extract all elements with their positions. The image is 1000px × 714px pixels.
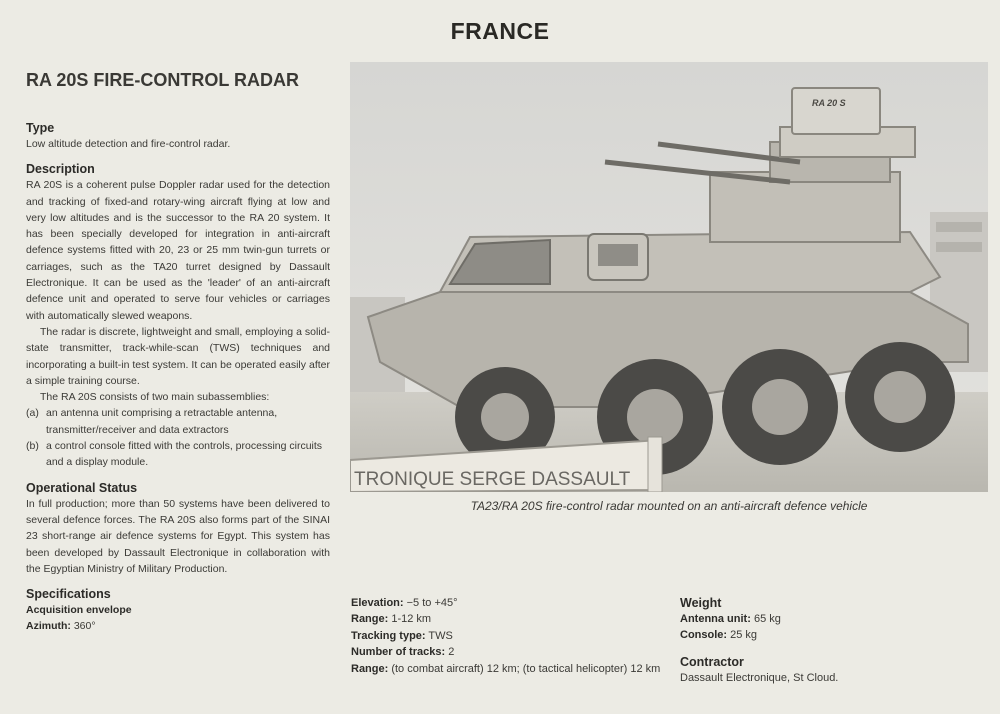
console-value: 25 kg	[727, 629, 758, 642]
middle-spec-column	[351, 595, 663, 677]
range-value: 1-12 km	[388, 613, 432, 626]
article-title: RA 20S FIRE-CONTROL RADAR	[26, 70, 300, 90]
elevation-label: Elevation:	[351, 597, 404, 609]
vehicle-illustration	[350, 62, 988, 492]
azimuth-value: 360°	[70, 620, 96, 633]
acquisition-envelope	[26, 602, 330, 618]
tracking-label: Tracking type:	[351, 629, 426, 642]
specifications-heading: Specifications	[26, 587, 111, 602]
radar-label: RA 20 S	[812, 98, 846, 108]
description-paragraph-2: The radar is discrete, lightweight and small, employing a solid-state transmitter, track-while-scan (TWS) techniques and incorporating a built-in test system. It can be operated easily after a simple training course.	[26, 325, 330, 387]
item-b-mark: (b)	[26, 440, 39, 453]
antenna-weight-spec	[680, 611, 970, 627]
range2-label: Range:	[351, 662, 389, 675]
description-heading: Description	[26, 162, 95, 177]
range-combat-spec	[351, 661, 663, 677]
tracking-spec	[351, 628, 663, 644]
type-heading: Type	[26, 121, 55, 135]
vehicle-photo	[350, 62, 988, 492]
page-country-heading: FRANCE	[450, 18, 550, 44]
range-spec	[351, 611, 663, 627]
contractor-text: Dassault Electronique, St Cloud.	[680, 671, 839, 684]
console-weight-spec	[680, 627, 970, 643]
contractor-heading: Contractor	[680, 654, 744, 669]
photo-caption: TA23/RA 20S fire-control radar mounted on an anti-aircraft defence vehicle	[470, 499, 868, 513]
azimuth-spec	[26, 618, 330, 634]
elevation-value: −5 to +45°	[403, 597, 458, 609]
range2-value: (to combat aircraft) 12 km; (to tactical helicopter) 12 km	[388, 662, 661, 675]
subassembly-item-a	[26, 405, 330, 438]
antenna-value: 65 kg	[750, 613, 781, 625]
description-paragraph-1: RA 20S is a coherent pulse Doppler radar used for the detection and tracking of fixed-and rotary-wing aircraft flying at low and very low altitudes and is the successor to the RA 20 system. It has been specially developed for integration in anti-aircraft defence systems fitted with 20, 23 or 25 mm twin-gun turrets or carriages, such as the TA20 turret designed by Dassault Electronique. It can be used as the 'leader' of an anti-aircraft defence unit and operated to serve four vehicles or carriages with automatically slewed weapons.	[26, 179, 330, 322]
elevation-spec	[351, 595, 663, 611]
description-paragraph-3: The RA 20S consists of two main subassemblies:	[40, 391, 270, 404]
tracks-value: 2	[445, 646, 455, 659]
subassembly-item-b	[26, 438, 330, 471]
acquisition-label: Acquisition envelope	[26, 604, 132, 617]
tracks-label: Number of tracks:	[351, 646, 446, 659]
sign-text: TRONIQUE SERGE DASSAULT	[354, 469, 631, 490]
left-column	[26, 120, 330, 635]
item-b-text: a control console fitted with the controls, processing circuits and a display module.	[46, 440, 323, 469]
item-a-text: an antenna unit comprising a retractable antenna, transmitter/receiver and data extractors	[46, 407, 278, 436]
weight-heading: Weight	[680, 596, 722, 610]
status-heading: Operational Status	[26, 480, 138, 495]
status-text: In full production; more than 50 systems have been delivered to several defence forces. The RA 20S also forms part of the SINAI 23 short-range air defence systems for Egypt. This system has been developed by Dassault Electronique in collaboration with the Egyptian Ministry of Military Production.	[26, 497, 330, 575]
tracks-spec	[351, 644, 663, 660]
azimuth-label: Azimuth:	[26, 620, 71, 633]
type-text: Low altitude detection and fire-control radar.	[26, 138, 231, 150]
right-spec-column	[680, 595, 970, 686]
tracking-value: TWS	[425, 629, 453, 642]
console-label: Console:	[680, 629, 728, 642]
range-label: Range:	[351, 613, 389, 626]
item-a-mark: (a)	[26, 407, 39, 420]
antenna-label: Antenna unit:	[680, 613, 751, 625]
